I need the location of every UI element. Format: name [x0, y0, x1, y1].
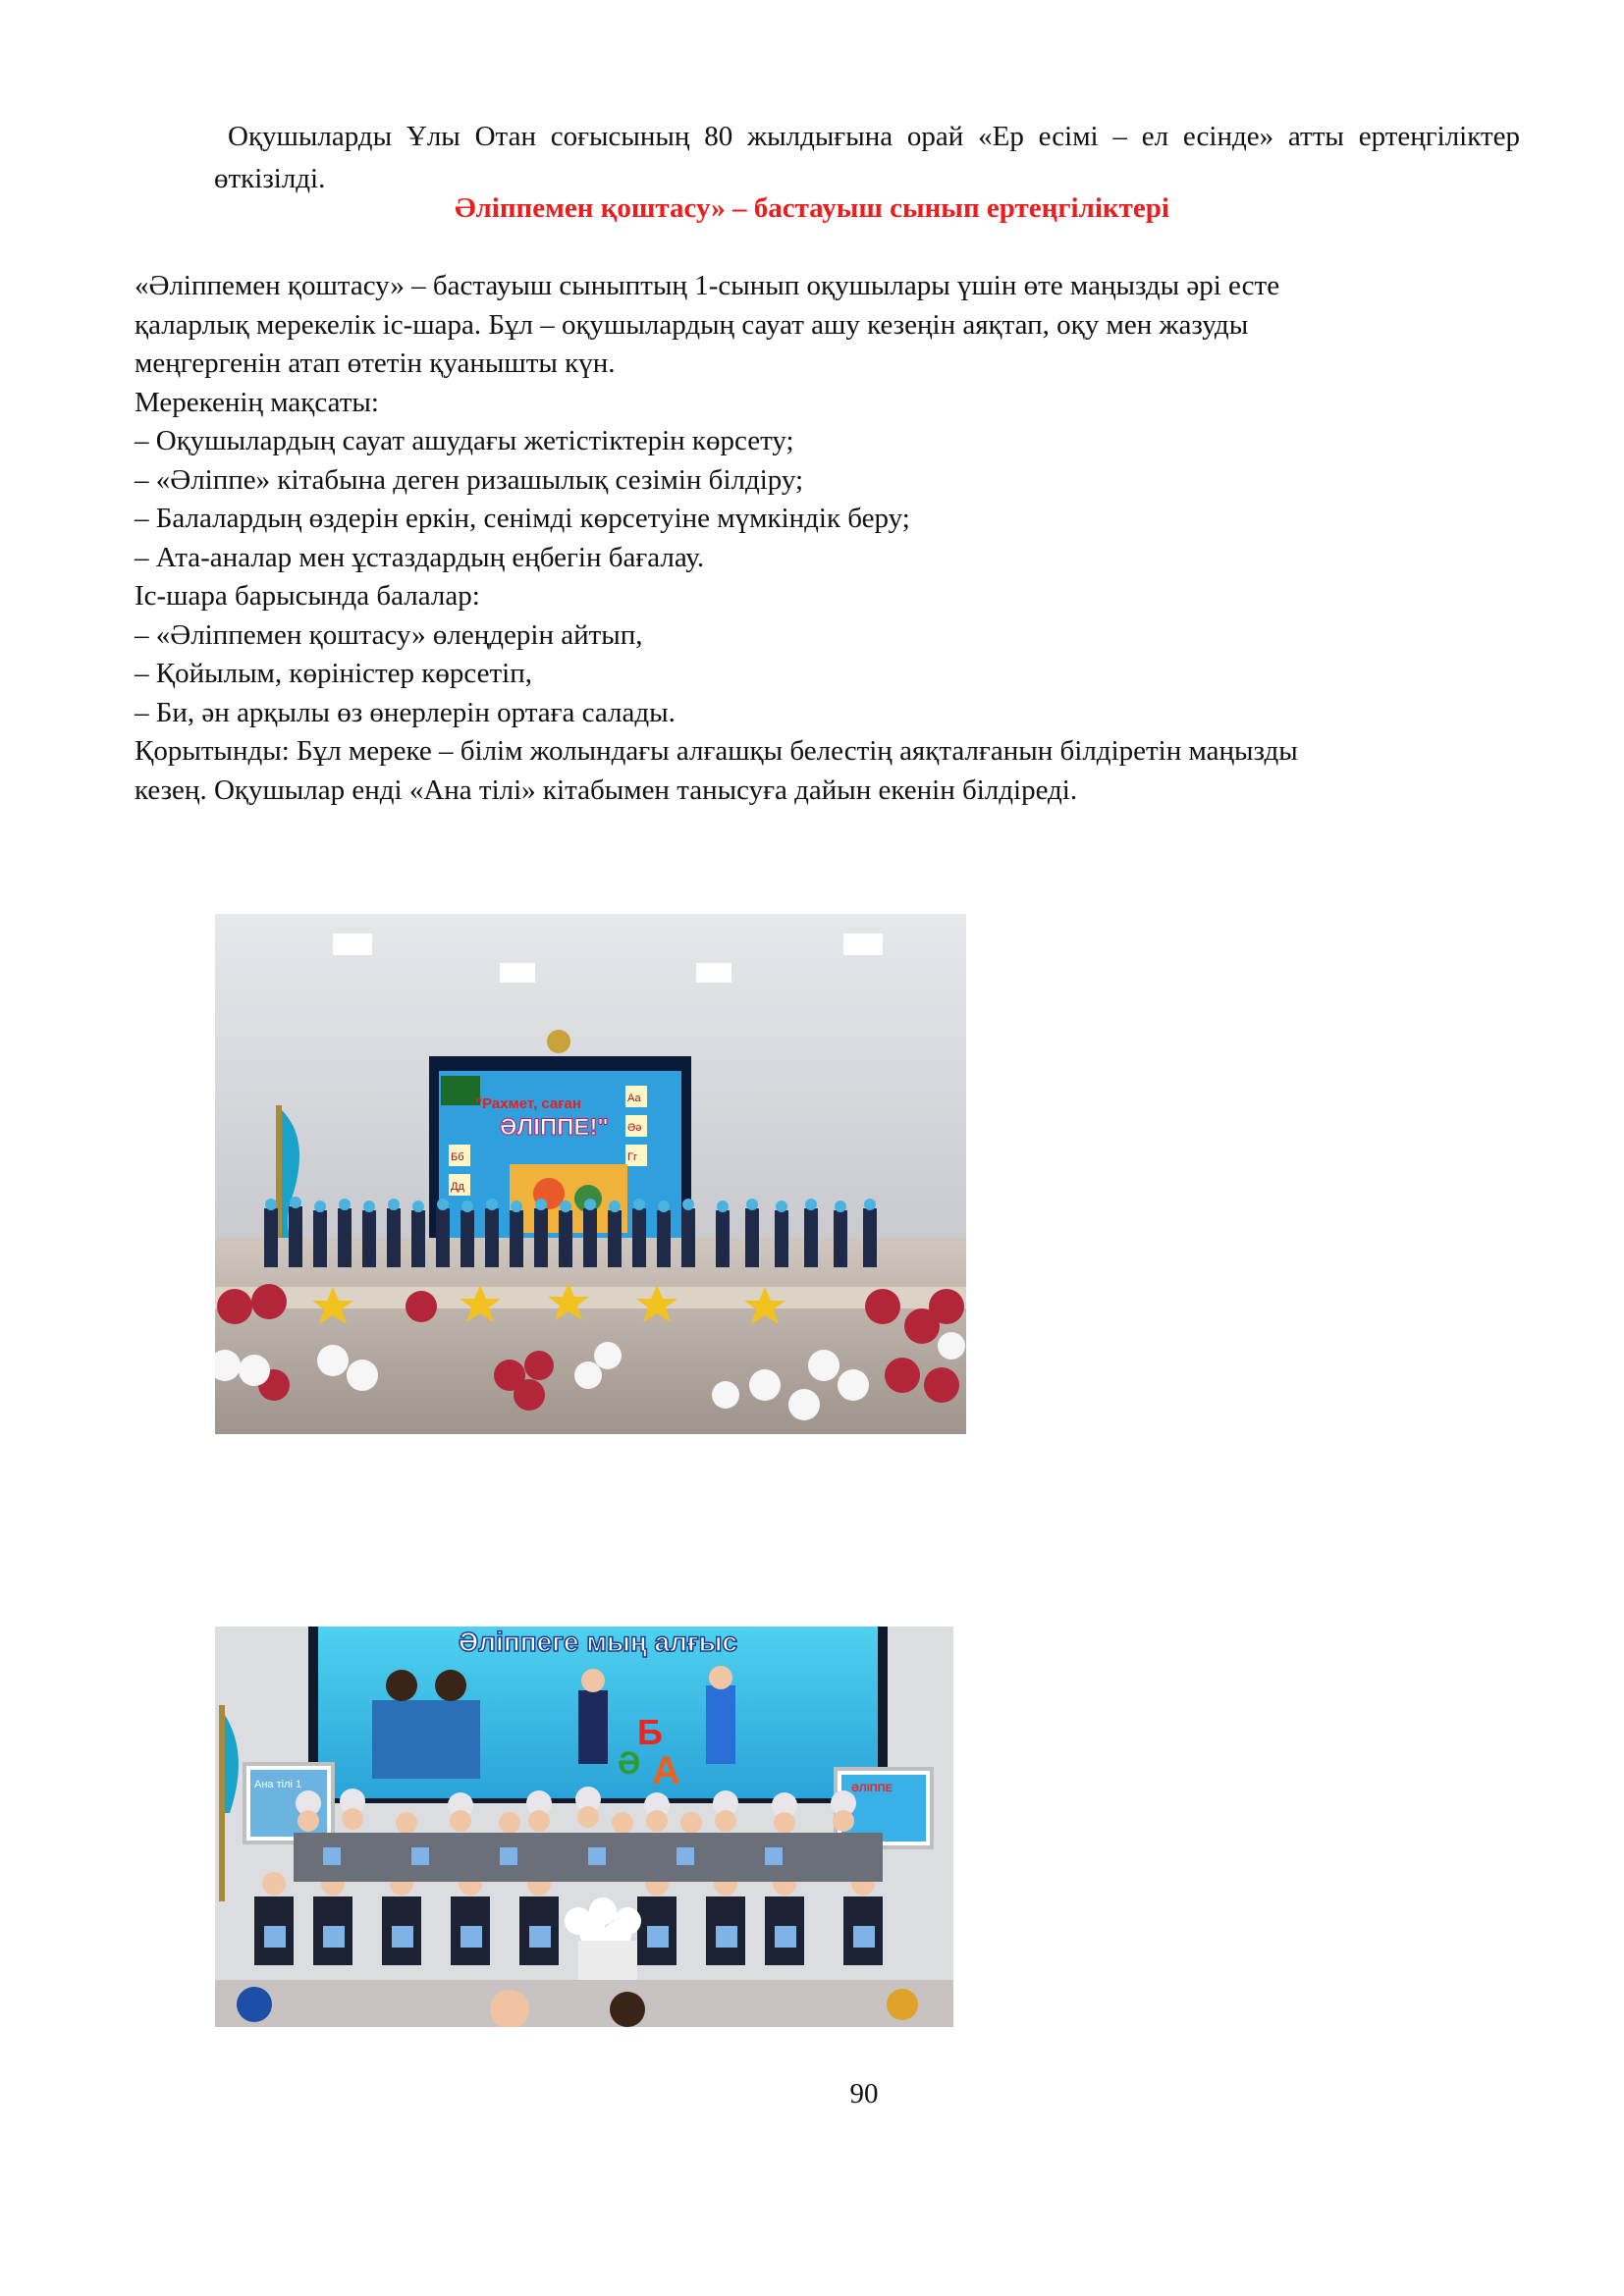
screen-letter: Бб	[451, 1151, 464, 1163]
board-letter: Ә	[618, 1745, 641, 1781]
body-line: «Әліппемен қоштасу» – бастауыш сыныптың 1-сынып оқушылары үшін өте маңызды әрі есте	[135, 270, 1280, 301]
body-line: – Оқушылардың сауат ашудағы жетістіктерін көрсету;	[135, 425, 794, 456]
section-heading: Әліппемен қоштасу» – бастауыш сынып ертеңгіліктері	[455, 192, 1169, 224]
board-letter: Б	[637, 1712, 663, 1752]
body-line: – «Әліппе» кітабына деген ризашылық сезімін білдіру;	[135, 463, 804, 496]
body-line: Іс-шара барысында балалар:	[135, 580, 480, 612]
body-text	[135, 267, 1489, 810]
board-right-title: ӘЛІППЕ	[851, 1783, 893, 1794]
body-line: Мерекенің мақсаты:	[135, 386, 379, 418]
body-line: қаларлық мерекелік іс-шара. Бұл – оқушылардың сауат ашу кезеңін аяқтап, оқу мен жазуды	[135, 308, 1249, 341]
banner-title: Әліппеге мың алғыс	[458, 1627, 738, 1657]
screen-letter: Аа	[627, 1093, 641, 1104]
board-letter: А	[652, 1749, 680, 1792]
body-line: – Би, ән арқылы өз өнерлерін ортаға салады.	[135, 696, 676, 728]
event-photo-group	[215, 1627, 953, 2027]
body-line: – «Әліппемен қоштасу» өлеңдерін айтып,	[135, 618, 643, 651]
screen-title: "Рахмет, саған	[475, 1095, 581, 1112]
page-number: 90	[849, 2078, 879, 2109]
body-line: – Балалардың өздерін еркін, сенімді көрсетуіне мүмкіндік беру;	[135, 503, 910, 534]
body-line: Қорытынды: Бұл мереке – білім жолындағы алғашқы белестің аяқталғанын білдіретін маңызды	[135, 735, 1298, 767]
screen-letter: Гг	[627, 1151, 637, 1163]
body-line: – Ата-аналар мен ұстаздардың еңбегін бағалау.	[135, 541, 705, 573]
body-line: меңгергенін атап өтетін қуанышты күн.	[135, 347, 616, 379]
intro-paragraph: Оқушыларды Ұлы Отан соғысының 80 жылдығына орай «Ер есімі – ел есінде» атты ертеңгіліктер өткізілді.	[214, 121, 1520, 194]
screen-subtitle: ӘЛІППЕ!"	[500, 1114, 609, 1141]
screen-letter: Дд	[451, 1181, 464, 1193]
event-photo-stage	[215, 914, 966, 1434]
board-left-title: Ана тілі 1	[254, 1779, 302, 1790]
body-line: кезең. Оқушылар енді «Ана тілі» кітабымен танысуға дайын екенін білдіреді.	[135, 774, 1078, 806]
screen-letter: Әә	[627, 1122, 642, 1134]
body-line: – Қойылым, көріністер көрсетіп,	[135, 658, 532, 689]
